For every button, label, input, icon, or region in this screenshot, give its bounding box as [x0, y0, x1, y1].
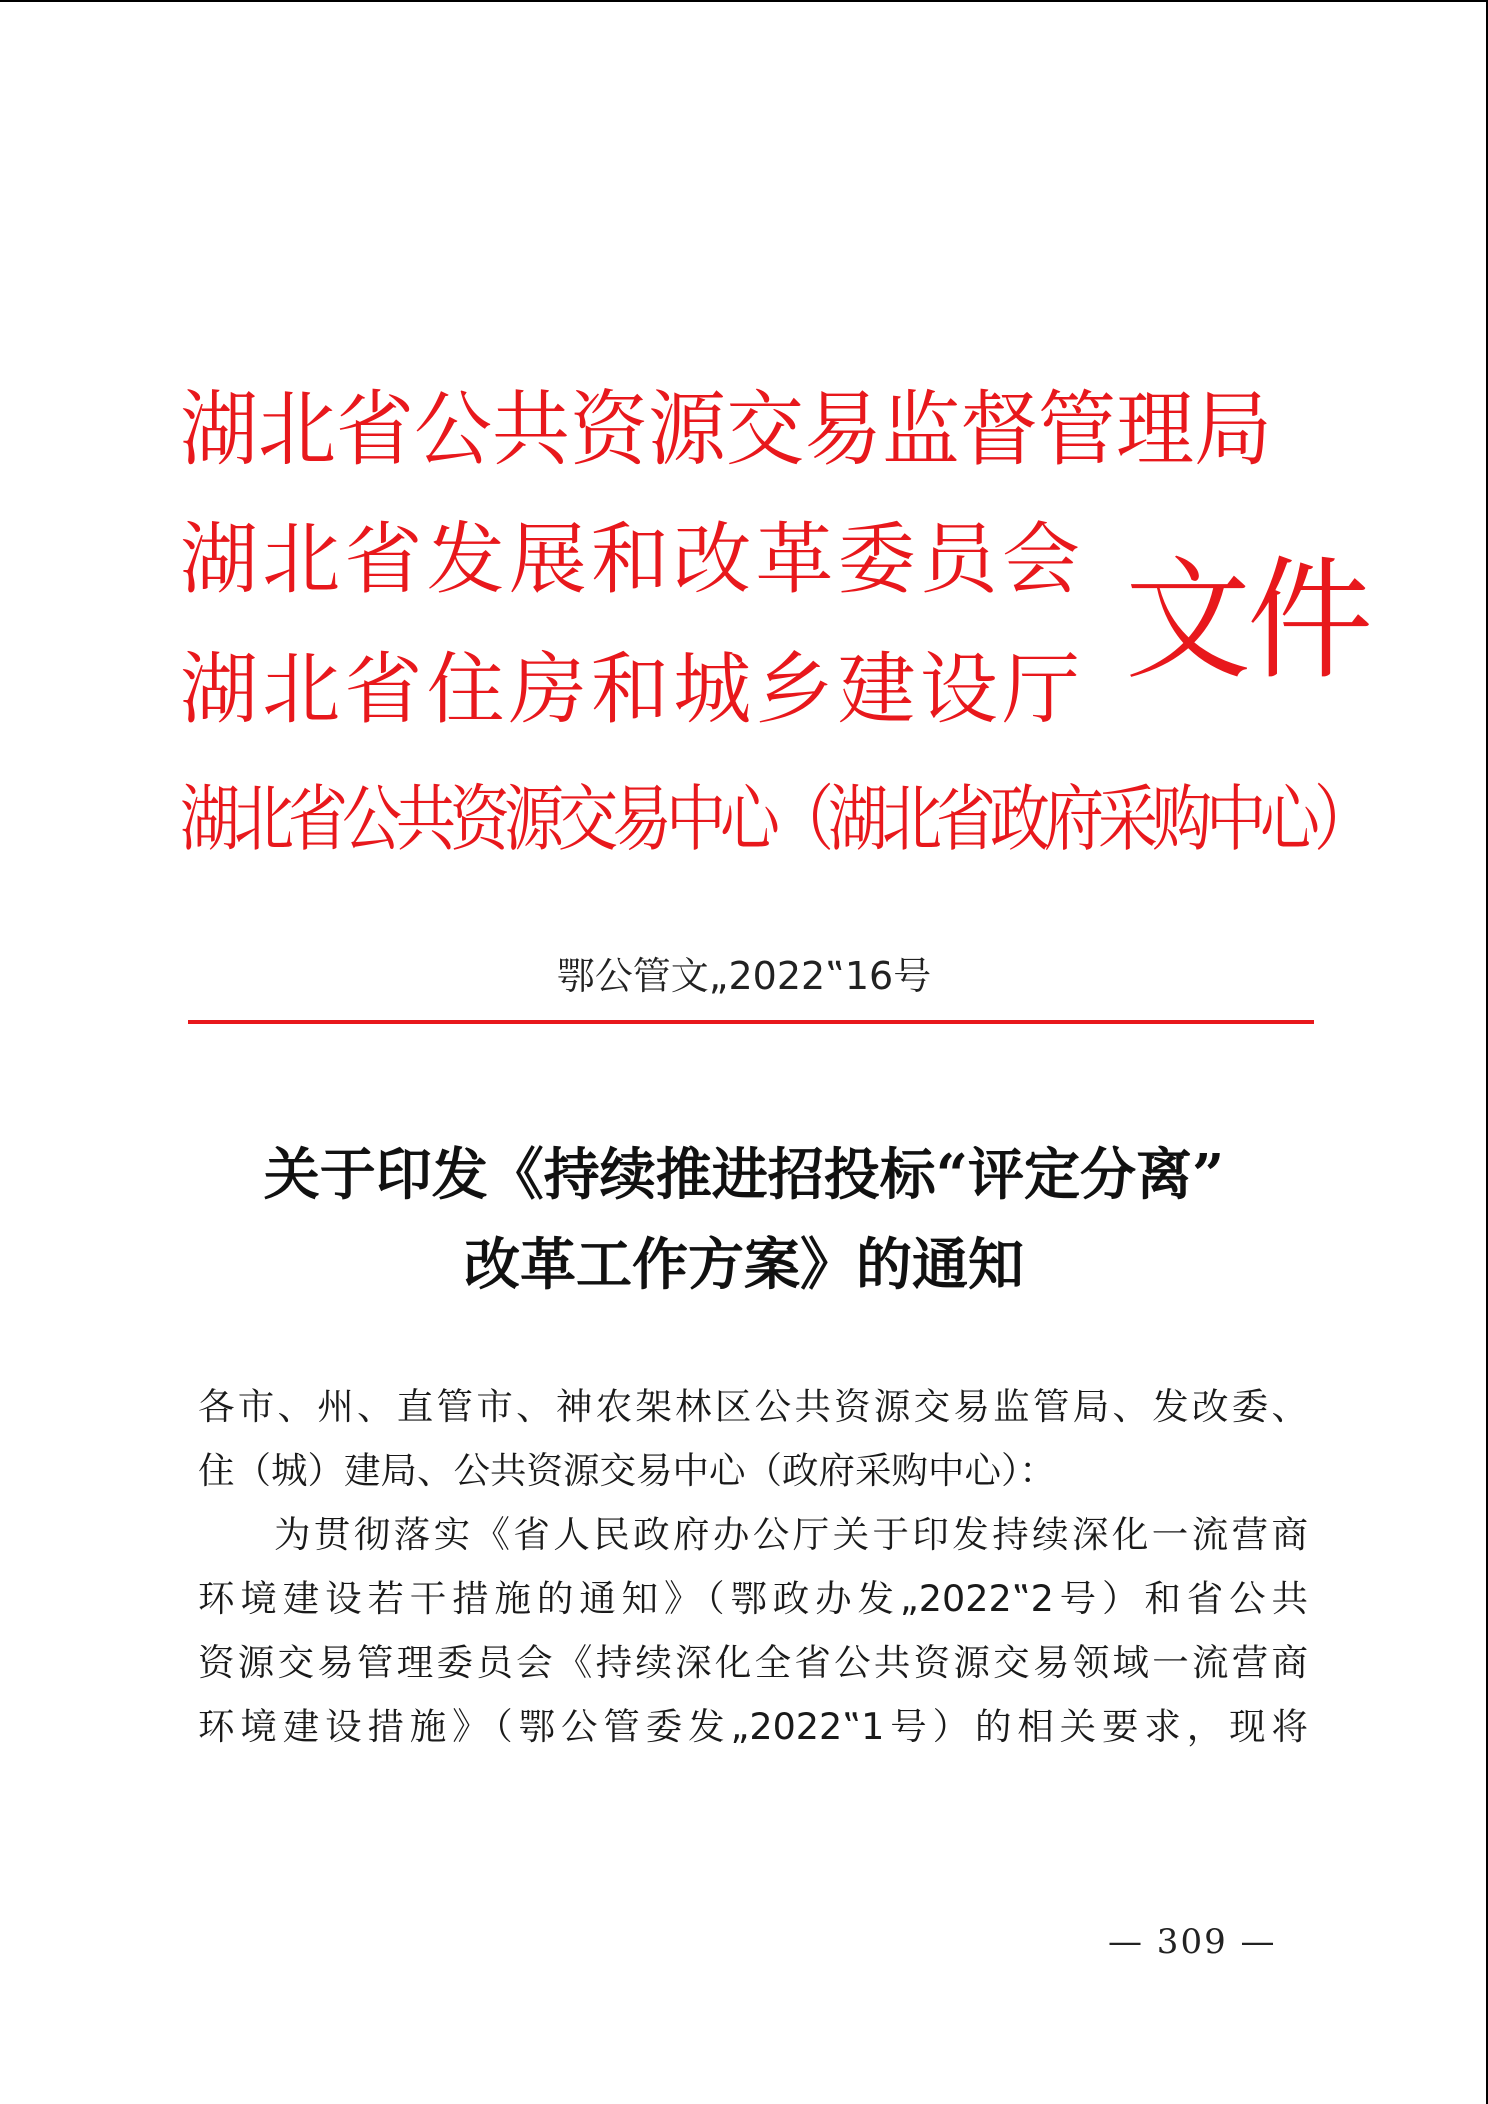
- document-body: [198, 1375, 1308, 1759]
- paragraph-line-2: 环境建设若干措施的通知》（鄂政办发„2022‟2号）和省公共: [198, 1577, 1308, 1620]
- document-title: [0, 1130, 1488, 1310]
- issuer-line-3: 湖北省住房和城乡建设厅: [180, 645, 1080, 735]
- recipients-line-2: 住（城）建局、公共资源交易中心（政府采购中心）：: [198, 1449, 1056, 1492]
- document-type-word: 文件: [1125, 543, 1369, 698]
- paragraph-line-1: 为贯彻落实《省人民政府办公厅关于印发持续深化一流营商: [274, 1513, 1308, 1556]
- page-top-border: [0, 0, 1488, 2]
- paragraph-line-3: 资源交易管理委员会《持续深化全省公共资源交易领域一流营商: [198, 1641, 1308, 1684]
- red-separator-line: [188, 1020, 1314, 1024]
- issuer-line-2: 湖北省发展和改革委员会: [180, 515, 1080, 605]
- recipients-line-1: 各市、州、直管市、神农架林区公共资源交易监管局、发改委、: [198, 1385, 1308, 1428]
- paragraph-line-4: 环境建设措施》（鄂公管委发„2022‟1号）的相关要求，现将: [198, 1705, 1308, 1748]
- issuer-line-1: 湖北省公共资源交易监督管理局: [180, 382, 1273, 478]
- title-line-1: 关于印发《持续推进招投标“评定分离”: [263, 1142, 1225, 1208]
- issuer-line-4: 湖北省公共资源交易中心（湖北省政府采购中心）: [180, 778, 1368, 862]
- document-number: 鄂公管文„2022‟16号: [556, 954, 932, 998]
- title-line-2: 改革工作方案》的通知: [464, 1232, 1024, 1298]
- page-number: — 309 —: [1108, 1922, 1277, 1962]
